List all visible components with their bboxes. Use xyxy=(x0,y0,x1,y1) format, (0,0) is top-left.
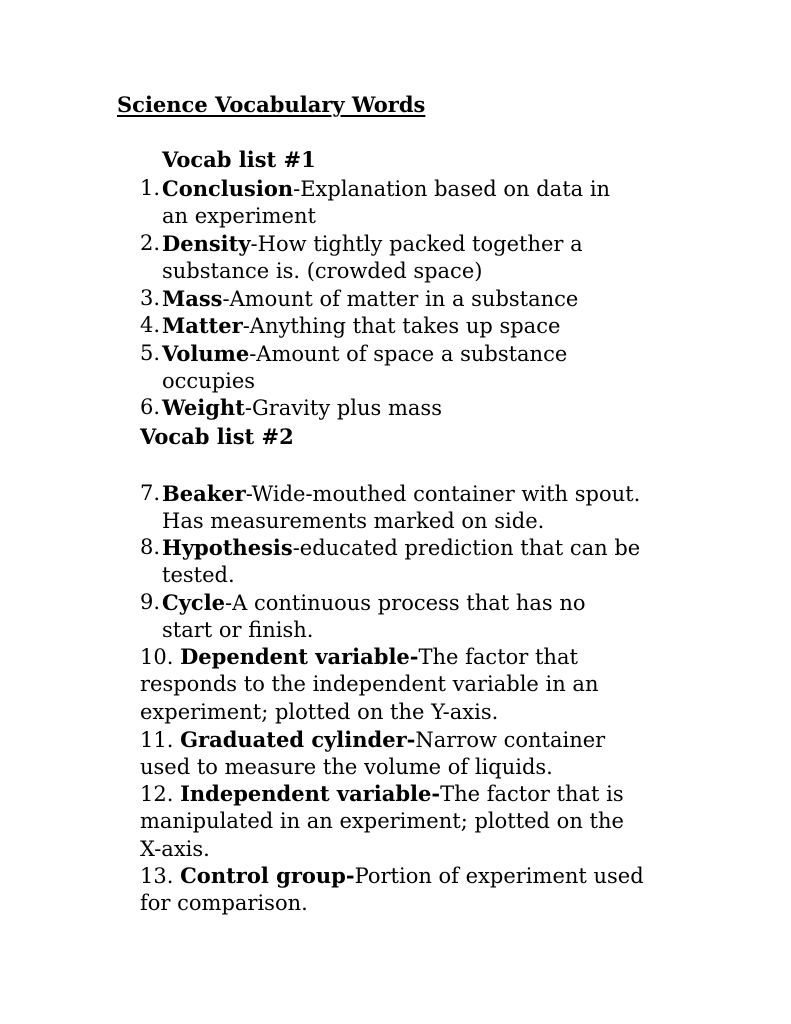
vocab-definition: The factor that xyxy=(418,645,578,669)
vocab-definition: -Wide-mouthed container with spout. xyxy=(245,482,641,506)
vocab-definition-cont: X-axis. xyxy=(140,836,210,861)
vocab-term: Beaker xyxy=(162,481,246,506)
vocab-list-1-heading: Vocab list #1 xyxy=(162,147,316,172)
item-number: 12. xyxy=(140,782,174,806)
list-item xyxy=(140,726,605,782)
item-number: 13. xyxy=(140,864,174,888)
vocab-definition: -Anything that takes up space xyxy=(242,314,561,338)
vocab-definition: Narrow container xyxy=(415,728,606,752)
vocab-definition-cont: substance is. (crowded space) xyxy=(162,259,483,284)
vocab-definition-cont: an experiment xyxy=(162,204,316,229)
vocab-term: Mass xyxy=(162,286,223,311)
item-number: 3. xyxy=(140,286,161,310)
list-item xyxy=(140,643,598,726)
item-number: 7. xyxy=(140,481,161,505)
vocab-term: Graduated cylinder- xyxy=(180,727,416,752)
vocab-term: Control group- xyxy=(180,863,355,888)
vocab-definition-cont: responds to the independent variable in an xyxy=(140,672,599,697)
vocab-definition-cont: experiment; plotted on the Y-axis. xyxy=(140,699,499,724)
item-number: 9. xyxy=(140,590,161,614)
vocab-term: Volume xyxy=(162,341,250,366)
vocab-definition: -Gravity plus mass xyxy=(244,396,442,420)
item-number: 8. xyxy=(140,535,161,559)
vocab-definition: -A continuous process that has no xyxy=(225,591,586,615)
vocab-definition: -Explanation based on data in xyxy=(293,177,611,201)
vocab-list-2-heading: Vocab list #2 xyxy=(140,424,294,449)
vocab-definition-cont: used to measure the volume of liquids. xyxy=(140,755,553,780)
vocab-term: Weight xyxy=(162,395,245,420)
vocab-definition-cont: start or finish. xyxy=(162,618,314,643)
item-number: 5. xyxy=(140,341,161,365)
item-number: 4. xyxy=(140,313,161,337)
item-number: 2. xyxy=(140,231,161,255)
list-item xyxy=(140,862,644,918)
vocab-definition-cont: occupies xyxy=(162,369,256,394)
vocab-definition: -educated prediction that can be xyxy=(292,536,641,560)
vocab-definition-cont: Has measurements marked on side. xyxy=(162,509,545,534)
vocab-term: Cycle xyxy=(162,590,226,615)
vocab-definition: The factor that is xyxy=(440,782,624,806)
vocab-definition-cont: tested. xyxy=(162,563,235,588)
vocab-term: Independent variable- xyxy=(180,781,441,806)
vocab-term: Conclusion xyxy=(162,176,294,201)
item-number: 6. xyxy=(140,395,161,419)
vocab-definition: -Amount of space a substance xyxy=(249,342,568,366)
vocab-definition-cont: manipulated in an experiment; plotted on the xyxy=(140,809,624,834)
vocab-definition: -Amount of matter in a substance xyxy=(222,287,579,311)
item-number: 1. xyxy=(140,176,161,200)
vocab-term: Hypothesis xyxy=(162,535,293,560)
vocab-term: Density xyxy=(162,231,251,256)
vocab-definition: -How tightly packed together a xyxy=(250,232,583,256)
page-title: Science Vocabulary Words xyxy=(117,92,426,117)
list-item xyxy=(140,780,624,863)
vocab-term: Matter xyxy=(162,313,243,338)
vocab-term: Dependent variable- xyxy=(180,644,419,669)
vocab-definition: Portion of experiment used xyxy=(354,864,644,888)
item-number: 11. xyxy=(140,728,174,752)
vocab-definition-cont: for comparison. xyxy=(140,891,308,916)
item-number: 10. xyxy=(140,645,174,669)
